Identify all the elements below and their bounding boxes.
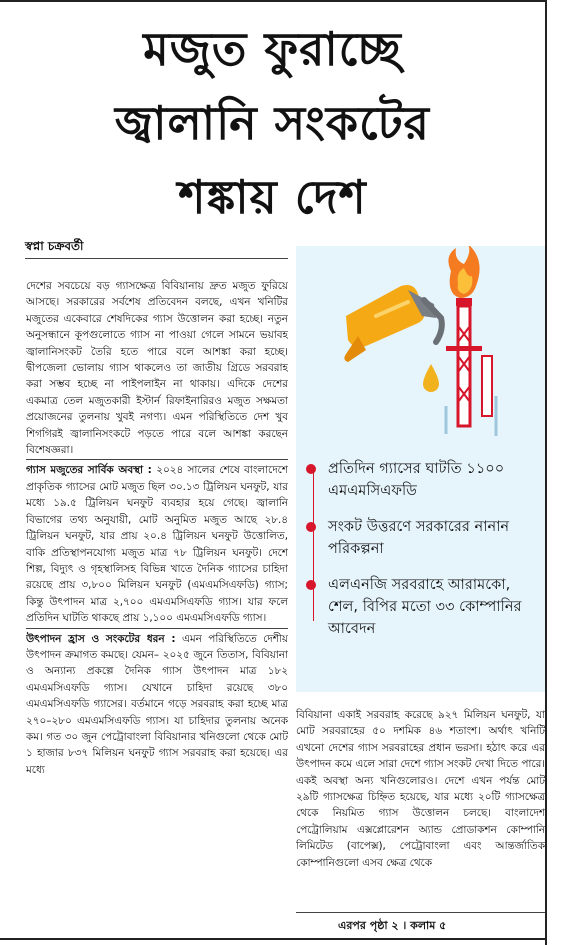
byline: স্বপ্না চক্রবর্তী: [25, 239, 84, 253]
bullet-text: সংকট উত্তরণে সরকারের নানান পরিকল্পনা: [328, 518, 510, 557]
paragraph: [26, 631, 288, 779]
bullet-dot-icon: [306, 522, 316, 532]
top-border: [0, 0, 545, 2]
headline-line-3: শঙ্কায় দেশ: [178, 170, 367, 224]
headline-line-2: জ্বালানি সংকটের: [115, 96, 430, 150]
paragraph: [26, 462, 288, 626]
oil-drop-icon: [423, 364, 439, 392]
infographic-panel: [296, 246, 545, 692]
subheading: গ্যাস মজুতের সার্বিক অবস্থা :: [26, 464, 152, 477]
bullet-dot-icon: [306, 580, 316, 590]
panel-bullet: [308, 516, 543, 560]
panel-bullet: [308, 574, 543, 640]
bottom-border: [0, 938, 545, 940]
fuel-illustration: [296, 246, 545, 446]
paragraph: দেশের সবচেয়ে বড় গ্যাসক্ষেত্র বিবিয়ানায় দ্রুত মজুত ফুরিয়ে আসছে। সরকারের সর্বশেষ প্রতিবেদন বলছে, এখন খনিটির মজুতের একেবারে শেষদিকের গ্যাস উত্তোলন করা হচ্ছে। নতুন অনুসন্ধানে কূপগুলোতে গ্যাস না পাওয়া গেলে সামনে ভয়াবহ জ্বালানিসংকট তৈরি হতে পারে বলে আশঙ্কা করা হচ্ছে। দ্বীপজেলা ভোলায় গ্যাস থাকলেও তা জাতীয় গ্রিডে সরবরাহ করা সম্ভব হচ্ছে না পাইপলাইন না থাকায়। এদিকে দেশের একমাত্র তেল মজুতকারী ইস্টার্ন রিফাইনারিরও মজুত সক্ষমতা প্রয়োজনের তুলনায় খুবই নগণ্য। এমন পরিস্থিতিতে দেশ খুব শিগগিরই জ্বালানিসংকটে পড়তে পারে বলে আশঙ্কা করছেন বিশেষজ্ঞরা।: [26, 280, 288, 457]
gas-flare-icon: [446, 246, 496, 436]
bullet-text: প্রতিদিন গ্যাসের ঘাটতি ১১০০ এমএমসিএফডি: [328, 460, 505, 499]
bullet-dot-icon: [306, 464, 316, 474]
headline-line-1: মজুত ফুরাচ্ছে: [143, 22, 402, 76]
article-column-2: [296, 707, 545, 907]
footer-rule: [296, 912, 545, 913]
continuation-note: এরপর পৃষ্ঠা ২ । কলাম ৫: [338, 919, 447, 932]
paragraph-text: ২০২৪ সালের শেষে বাংলাদেশে প্রাকৃতিক গ্যাসের মোট মজুত ছিল ৩০.১৩ ট্রিলিয়ন ঘনফুট, যার মধ্যে ১৯.৫ ট্রিলিয়ন ঘনফুট ব্যবহার হয়ে গেছে। জ্বালানি বিভাগের তথ্য অনুযায়ী, মোট অনুমিত মজুত আছে ২৮.৪ ট্রিলিয়ন ঘনফুট, যার প্রায় ২০.৪ ট্রিলিয়ন ঘনফুট উত্তোলিত, বাকি প্রতিস্থাপনযোগ্য মজুত মাত্র ৭৮ ট্রিলিয়ন ঘনফুট। দেশে শিল্প, বিদ্যুৎ ও গৃহস্থালিসহ বিভিন্ন খাতে দৈনিক গ্যাসের চাহিদা রয়েছে প্রায় ৩,৮০০ মিলিয়ন ঘনফুট (এমএমসিএফডি) গ্যাস; কিন্তু উৎপাদন মাত্র ২,৭০০ এমএমসিএফডি গ্যাস। যার ফলে প্রতিদিন ঘাটতি থাকছে প্রায় ১,১০০ এমএমসিএফডি গ্যাস।: [26, 464, 288, 625]
article-column-1: [26, 278, 288, 928]
headline: [0, 12, 545, 234]
subheading: উৎপাদন হ্রাস ও সংকটের ধরন :: [26, 632, 176, 645]
paragraph: বিবিয়ানা একাই সরবরাহ করেছে ৯২৭ মিলিয়ন ঘনফুট, যা মোট সরবরাহের ৫০ দশমিক ৪৬ শতাংশ। অর্থাৎ খনিটি এখনো দেশের গ্যাস সরবরাহের প্রধান ভরসা। হঠাৎ করে এর উৎপাদন কমে এলে সারা দেশে গ্যাস সংকট দেখা দিতে পারে। একই অবস্থা অন্য খনিগুলোরও। দেশে এখন পর্যন্ত মোট ২৯টি গ্যাসক্ষেত্র চিহ্নিত হয়েছে, যার মধ্যে ২০টি গ্যাসক্ষেত্র থেকে নিয়মিত গ্যাস উত্তোলন চলছে। বাংলাদেশ পেট্রোলিয়াম এক্সপ্লোরেশন অ্যান্ড প্রোডাকশন কোম্পানি লিমিটেড (বাপেক্স), পেট্রোবাংলা এবং আন্তর্জাতিক কোম্পানিগুলো এসব ক্ষেত্র থেকে: [296, 709, 545, 869]
right-border: [545, 0, 547, 945]
divider: [26, 628, 288, 629]
byline-rule: [25, 258, 288, 259]
bullet-text: এলএনজি সরবরাহে আরামকো, শেল, বিপির মতো ৩৩ কোম্পানির আবেদন: [328, 576, 522, 637]
panel-bullet: [308, 458, 543, 502]
divider: [26, 459, 288, 460]
fuel-nozzle-icon: [344, 285, 441, 362]
paragraph-text: এমন পরিস্থিতিতে দেশীয় উৎপাদন ক্রমাগত কমছে। যেমন– ২০২৫ জুনে তিতাস, বিবিয়ানা ও অন্যান্য প্রকল্পে দৈনিক গ্যাস উৎপাদন মাত্র ১৮২ এমএমসিএফডি গ্যাস। যেখানে চাহিদা রয়েছে ৩৮০ এমএমসিএফডি গ্যাসের। বর্তমানে গড়ে সরবরাহ করা হচ্ছে মাত্র ২৭০–২৮০ এমএমসিএফডি গ্যাস। যা চাহিদার তুলনায় অনেক কম। গত ৩০ জুন পেট্রোবাংলা বিবিয়ানার খনিগুলো থেকে মোট ১ হাজার ৮৩৭ মিলিয়ন ঘনফুট গ্যাস সরবরাহ করা হয়েছে। এর মধ্যে: [26, 632, 288, 776]
